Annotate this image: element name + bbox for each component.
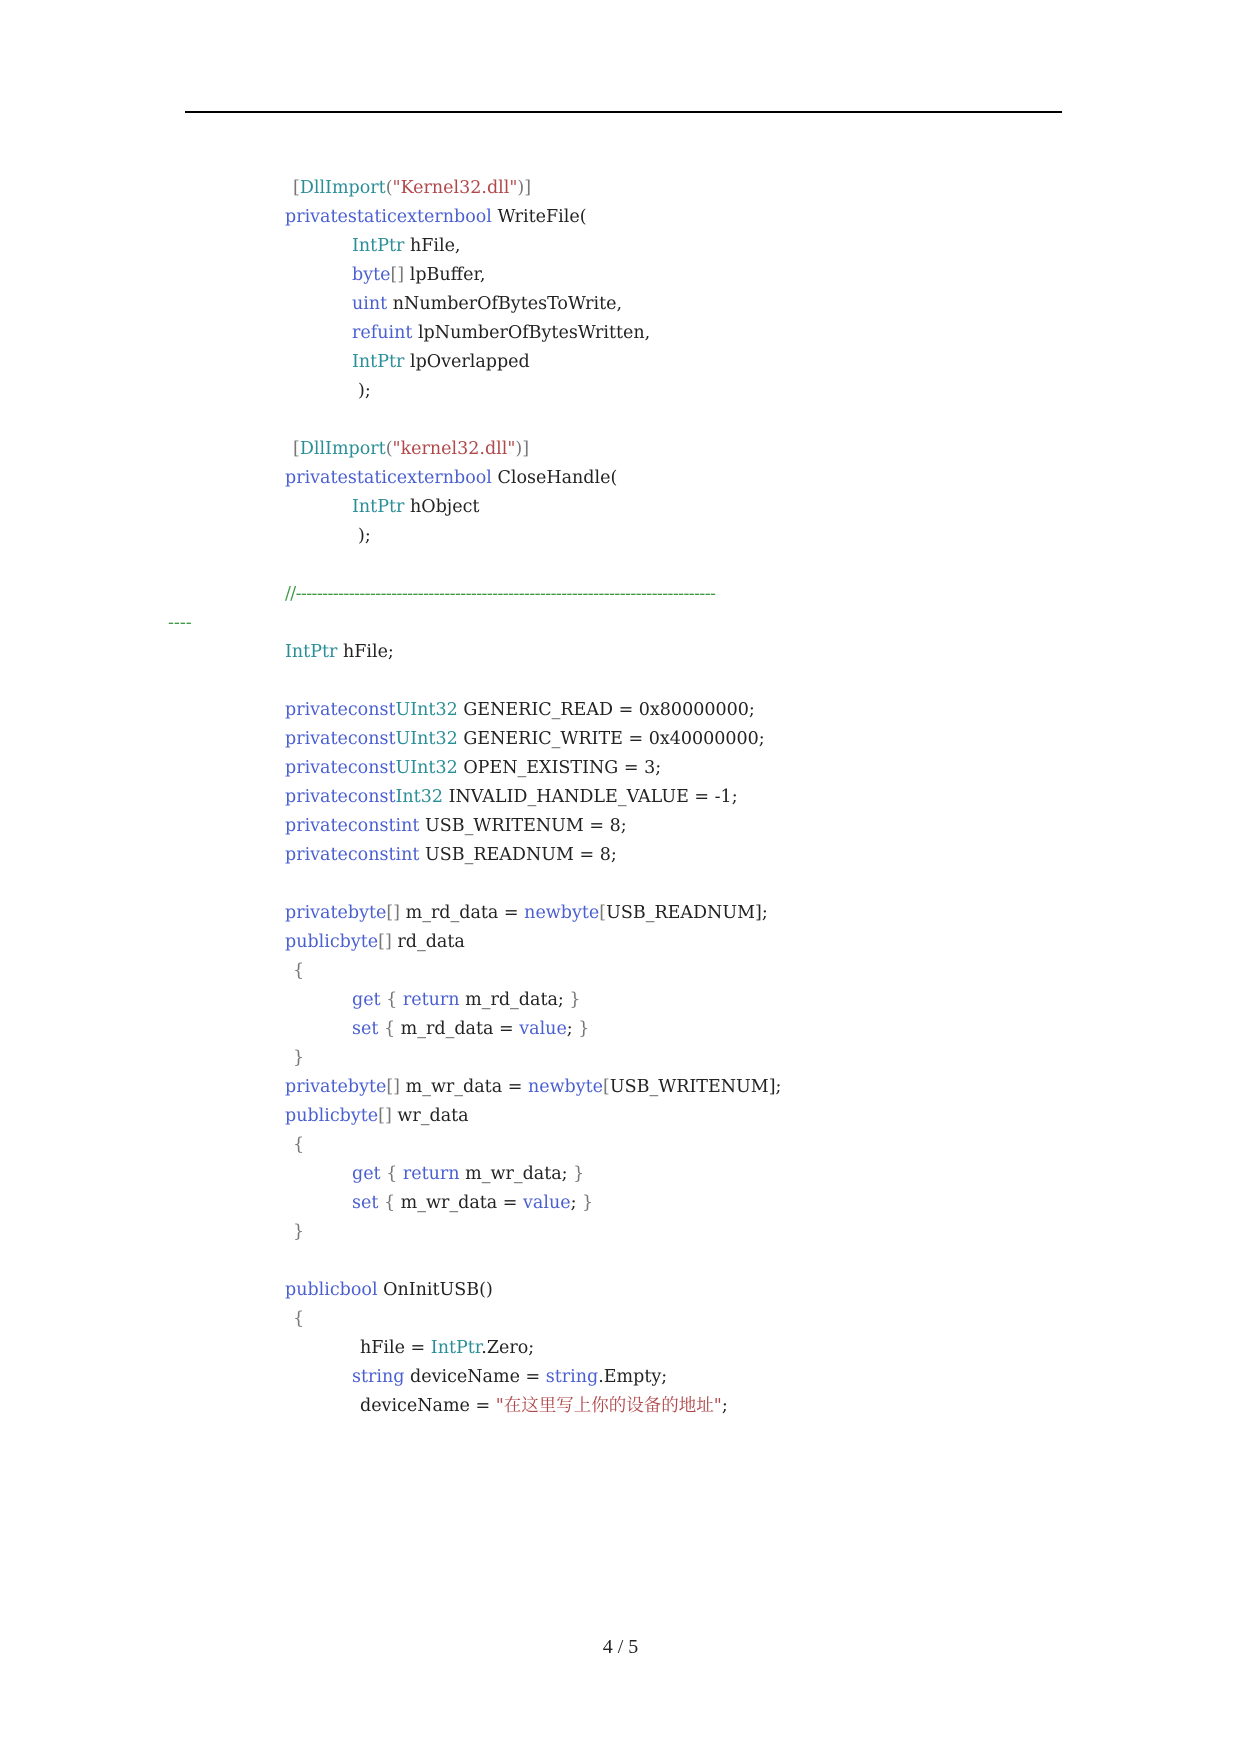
code-line: } xyxy=(293,1222,305,1242)
code-line: privateconstUInt32 GENERIC_READ = 0x80000000; xyxy=(285,700,755,720)
code-line: privateconstUInt32 OPEN_EXISTING = 3; xyxy=(285,758,662,778)
code-line: privateconstInt32 INVALID_HANDLE_VALUE = -1; xyxy=(285,787,738,807)
code-line: privateconstint USB_READNUM = 8; xyxy=(285,845,617,865)
code-line: privateconstUInt32 GENERIC_WRITE = 0x40000000; xyxy=(285,729,765,749)
comment-line-wrap: ---- xyxy=(168,613,192,633)
code-line: privatebyte[] m_wr_data = newbyte[USB_WRITENUM]; xyxy=(285,1077,782,1097)
code-line: ); xyxy=(358,381,371,401)
code-line: [DllImport("Kernel32.dll")] xyxy=(293,178,532,198)
code-line: byte[] lpBuffer, xyxy=(352,265,486,285)
code-line: { xyxy=(293,961,305,981)
code-line: get { return m_wr_data; } xyxy=(352,1164,585,1184)
code-line: publicbool OnInitUSB() xyxy=(285,1280,493,1300)
code-line: privatestaticexternbool WriteFile( xyxy=(285,207,587,227)
code-line: { xyxy=(293,1135,305,1155)
comment-line: //------------------------------------------------------------------------------- xyxy=(285,584,716,604)
code-line: uint nNumberOfBytesToWrite, xyxy=(352,294,623,314)
code-line: IntPtr hFile, xyxy=(352,236,461,256)
code-line: hFile = IntPtr.Zero; xyxy=(360,1338,535,1358)
code-line: publicbyte[] wr_data xyxy=(285,1106,469,1126)
code-line: IntPtr lpOverlapped xyxy=(352,352,530,372)
code-line: } xyxy=(293,1048,305,1068)
code-line: privatebyte[] m_rd_data = newbyte[USB_READNUM]; xyxy=(285,903,768,923)
code-line: string deviceName = string.Empty; xyxy=(352,1367,668,1387)
page-number: 4 / 5 xyxy=(602,1636,639,1658)
code-line: IntPtr hFile; xyxy=(285,642,394,662)
code-line: set { m_wr_data = value; } xyxy=(352,1193,594,1213)
code-line: IntPtr hObject xyxy=(352,497,480,517)
code-line: publicbyte[] rd_data xyxy=(285,932,465,952)
code-line: [DllImport("kernel32.dll")] xyxy=(293,439,530,459)
code-line: privateconstint USB_WRITENUM = 8; xyxy=(285,816,627,836)
code-line: ); xyxy=(358,526,371,546)
code-line: privatestaticexternbool CloseHandle( xyxy=(285,468,618,488)
code-line: get { return m_rd_data; } xyxy=(352,990,581,1010)
code-line: deviceName = "在这里写上你的设备的地址"; xyxy=(360,1396,728,1416)
code-line: refuint lpNumberOfBytesWritten, xyxy=(352,323,651,343)
code-line: set { m_rd_data = value; } xyxy=(352,1019,590,1039)
code-line: { xyxy=(293,1309,305,1329)
